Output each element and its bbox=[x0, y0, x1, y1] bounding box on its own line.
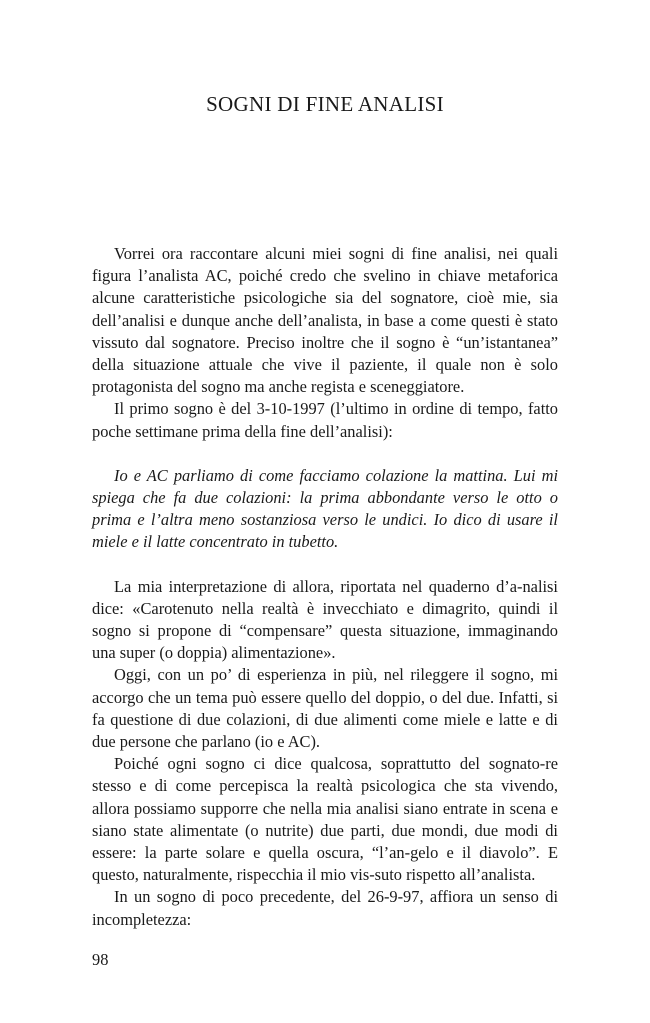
paragraph-interpretation: La mia interpretazione di allora, riportata nel quaderno d’a-nalisi dice: «Carotenuto nella realtà è invecchiato e dimagrito, quindi il sogno si propone di “compensare” questa situazione, immaginando una super (o doppia) alimentazione». bbox=[92, 576, 558, 663]
chapter-title: SOGNI DI FINE ANALISI bbox=[206, 92, 444, 116]
paragraph-intro: Vorrei ora raccontare alcuni miei sogni di fine analisi, nei quali figura l’analista AC, poiché credo che svelino in chiave metaforica alcune caratteristiche psicologiche sia del sognatore, cioè mie, sia dell’analisi e dunque anche dell’analista, in base a come questi è stato vissuto dal sognatore. Preciso inoltre che il sogno è “un’istantanea” della situazione attuale che vive il paziente, il quale non è solo protagonista del sogno ma anche regista e sceneggiatore. bbox=[92, 244, 558, 397]
paragraph-dream-meaning: Poiché ogni sogno ci dice qualcosa, soprattutto del sognato-re stesso e di come percepisca la realtà psicologica che sta vivendo, allora possiamo supporre che nella mia analisi siano entrate in scena e siano state alimentate (o nutrite) due parti, due mondi, due modi di essere: la parte solare e quella oscura, “l’an-gelo e il diavolo”. E questo, naturalmente, rispecchia il mio vis-suto rispetto all’analista. bbox=[92, 754, 558, 885]
page-number: 98 bbox=[92, 950, 109, 969]
dream-quote: Io e AC parliamo di come facciamo colazione la mattina. Lui mi spiega che fa due colazioni: la prima abbondante verso le otto o prima e l’altra meno sostanziosa verso le undici. Io dico di usare il miele e il latte concentrato in tubetto. bbox=[92, 465, 558, 552]
body-text bbox=[92, 243, 558, 931]
paragraph-second-dream: In un sogno di poco precedente, del 26-9-97, affiora un senso di incompletezza: bbox=[92, 887, 558, 929]
paragraph-today: Oggi, con un po’ di esperienza in più, nel rileggere il sogno, mi accorgo che un tema può essere quello del doppio, o del due. Infatti, si fa questione di due colazioni, di due alimenti come miele e latte e di due persone che parlano (io e AC). bbox=[92, 665, 558, 752]
paragraph-first-dream-date: Il primo sogno è del 3-10-1997 (l’ultimo in ordine di tempo, fatto poche settimane prima della fine dell’analisi): bbox=[92, 399, 558, 441]
